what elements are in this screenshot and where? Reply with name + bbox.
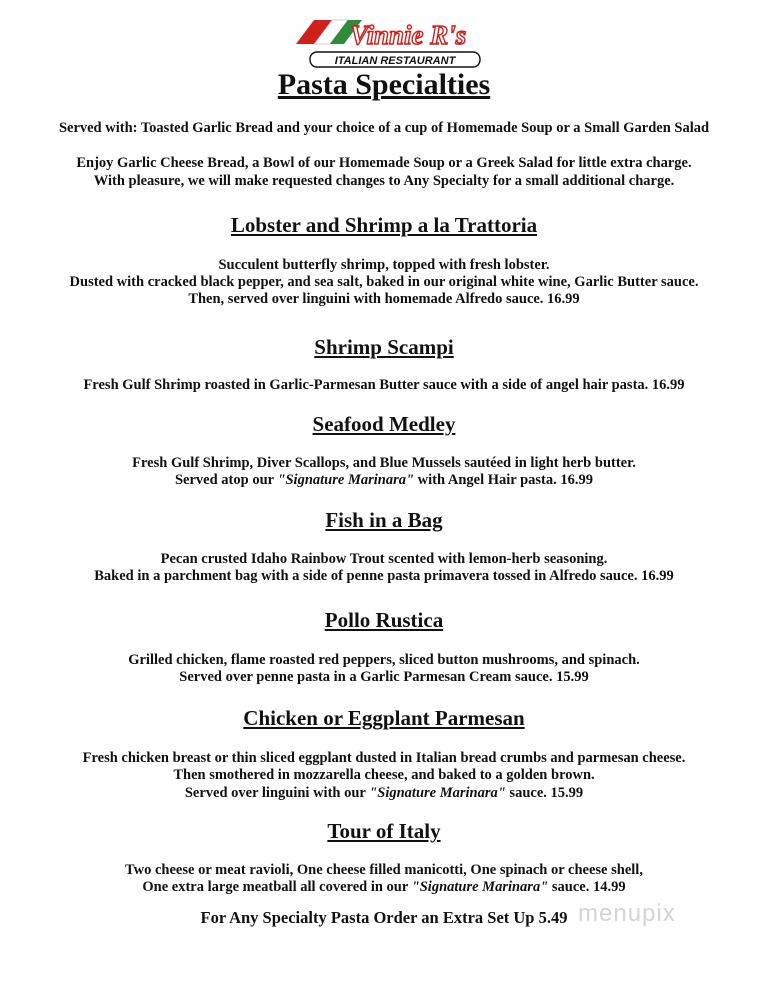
menupix-watermark: menupix — [578, 900, 676, 927]
signature-marinara-text: "Signature Marinara" — [277, 472, 415, 488]
dish-title-fish-in-a-bag: Fish in a Bag — [325, 508, 443, 532]
signature-marinara-text: "Signature Marinara" — [411, 879, 549, 895]
dish-title-tour-of-italy: Tour of Italy — [327, 819, 441, 843]
dish-description-line: Then smothered in mozzarella cheese, and baked to a golden brown. — [173, 767, 595, 783]
text-segment: One extra large meatball all covered in our — [142, 879, 412, 895]
pleasure-text: With pleasure, we will make requested changes to Any Specialty for a small additional charge. — [93, 173, 675, 189]
text-segment: with Angel Hair pasta. 16.99 — [414, 472, 593, 488]
dish-description-line — [0, 472, 768, 489]
served-with-text: Served with: Toasted Garlic Bread and your choice of a cup of Homemade Soup or a Small Garden Salad — [58, 120, 710, 136]
dish-description-line — [0, 785, 768, 802]
dish-description-line: Dusted with cracked black pepper, and sea salt, baked in our original white wine, Garlic Butter sauce. — [69, 274, 699, 290]
dish-description-line: Then, served over linguini with homemade Alfredo sauce. 16.99 — [188, 291, 580, 307]
dish-description-line: Baked in a parchment bag with a side of penne pasta primavera tossed in Alfredo sauce. 16.99 — [94, 568, 674, 584]
text-segment: Served over linguini with our — [184, 785, 370, 801]
dish-title-chicken-eggplant-parmesan: Chicken or Eggplant Parmesan — [243, 706, 525, 730]
logo-graphic — [292, 14, 492, 70]
dish-title-pollo-rustica: Pollo Rustica — [324, 608, 444, 632]
dish-title-lobster-shrimp: Lobster and Shrimp a la Trattoria — [230, 213, 538, 237]
enjoy-text: Enjoy Garlic Cheese Bread, a Bowl of our Homemade Soup or a Greek Salad for little extra charge. — [76, 155, 692, 171]
dish-description-line: Fresh chicken breast or thin sliced eggplant dusted in Italian bread crumbs and parmesan cheese. — [82, 750, 686, 766]
logo-subtitle: ITALIAN RESTAURANT — [334, 55, 456, 67]
extra-setup-footer: For Any Specialty Pasta Order an Extra Set Up 5.49 — [200, 908, 568, 927]
dish-title-seafood-medley: Seafood Medley — [312, 412, 456, 436]
text-segment: Served atop our — [174, 472, 278, 488]
dish-description-line: Fresh Gulf Shrimp, Diver Scallops, and Blue Mussels sautéed in light herb butter. — [132, 455, 636, 471]
logo-wordmark: Vinnie R's — [350, 20, 467, 50]
text-segment: sauce. 15.99 — [505, 785, 584, 801]
dish-description-line: Two cheese or meat ravioli, One cheese filled manicotti, One spinach or cheese shell, — [125, 862, 643, 878]
dish-description-line: Fresh Gulf Shrimp roasted in Garlic-Parmesan Butter sauce with a side of angel hair pasta. 16.99 — [83, 377, 685, 393]
text-segment: sauce. 14.99 — [548, 879, 626, 895]
restaurant-logo — [292, 14, 492, 70]
dish-description-line: Grilled chicken, flame roasted red peppers, sliced button mushrooms, and spinach. — [128, 652, 640, 668]
dish-description-line: Served over penne pasta in a Garlic Parmesan Cream sauce. 15.99 — [179, 669, 589, 685]
dish-title-shrimp-scampi: Shrimp Scampi — [314, 335, 454, 359]
signature-marinara-text: "Signature Marinara" — [369, 785, 506, 801]
dish-description-line: Succulent butterfly shrimp, topped with fresh lobster. — [218, 257, 550, 273]
page-title: Pasta Specialties — [277, 68, 491, 101]
dish-description-line: Pecan crusted Idaho Rainbow Trout scented with lemon-herb seasoning. — [160, 551, 608, 567]
dish-description-line — [0, 879, 768, 896]
